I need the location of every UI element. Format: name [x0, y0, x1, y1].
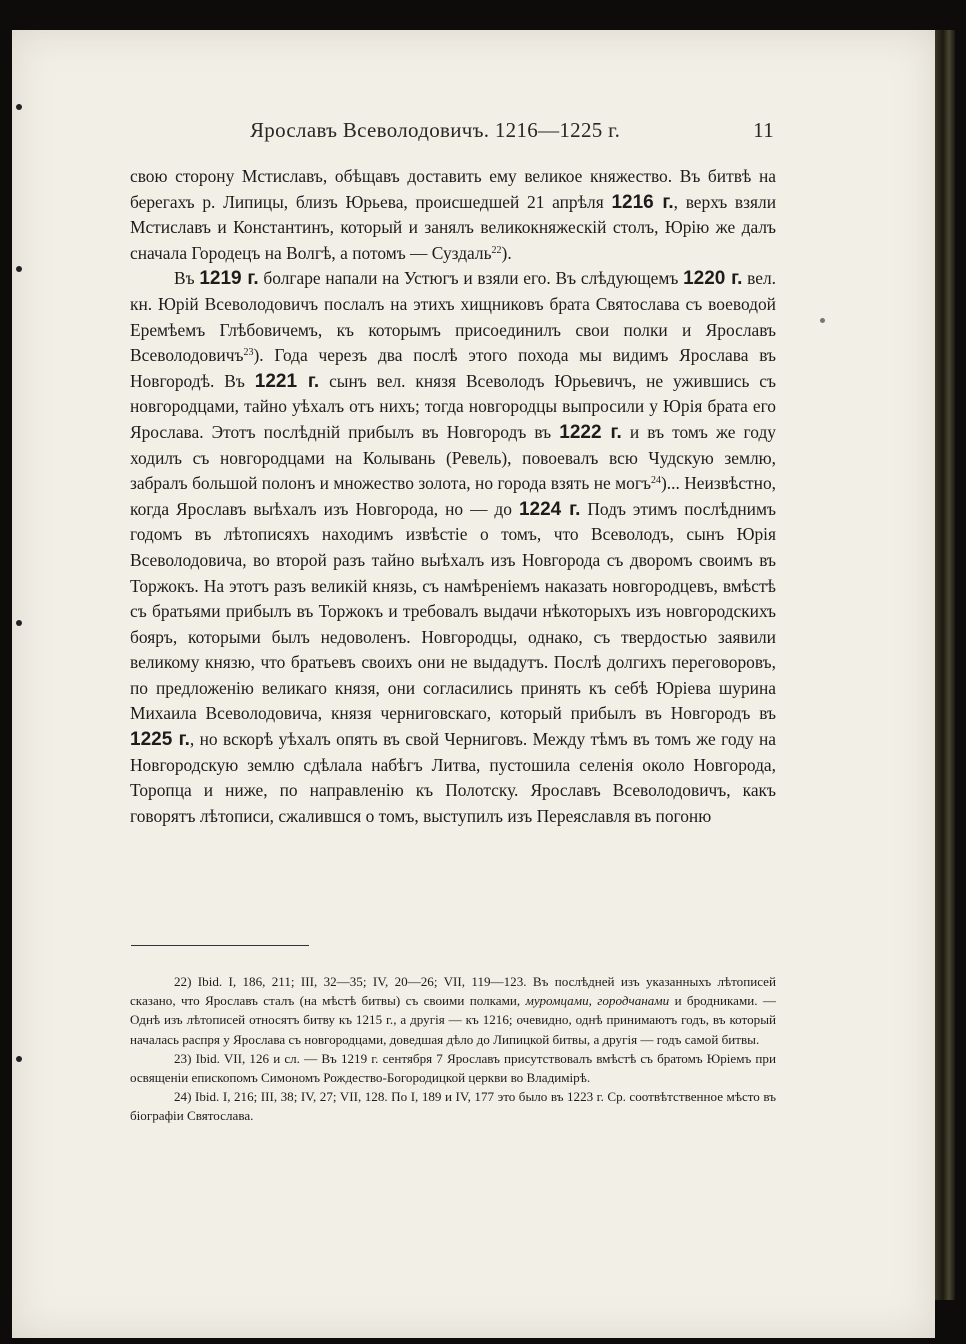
binding-hole-mark — [16, 266, 22, 272]
page-number: 11 — [753, 118, 774, 142]
year-highlight: 1219 г. — [199, 268, 259, 290]
text-run: и бродниками. — Однѣ изъ лѣтописей относятъ битву къ 1215 г., а другiя — къ 1216; очевидно, однѣ принимаютъ годъ, въ который началась распря у Ярослава съ новгородцами, доведшая дѣло до Липицкой битвы, а другiя — годъ самой битвы. — [130, 993, 776, 1047]
paper-speck — [820, 318, 825, 323]
paragraph — [130, 164, 776, 266]
year-highlight: 1220 г. — [683, 268, 743, 290]
footnote-separator — [131, 945, 309, 946]
text-run: Въ — [174, 268, 200, 289]
text-run: )... Неизвѣстно, когда Ярославъ выѣхалъ изъ Новгорода, но — до — [130, 473, 776, 519]
binding-hole-mark — [16, 1056, 22, 1062]
text-run: вел. кн. Юрiй Всеволодовичъ послалъ на этихъ хищниковъ брата Святослава съ воеводой Еремѣемъ Глѣбовичемъ, къ которымъ присоединилъ свои полки и Ярославъ Всеволодовичъ — [130, 268, 776, 366]
running-header — [170, 118, 780, 146]
binding-hole-mark — [16, 104, 22, 110]
page-stack-edge — [935, 30, 955, 1300]
year-highlight: 1221 г. — [254, 370, 320, 392]
text-run: ). — [501, 242, 512, 263]
italic-text: муромцами, городчанами — [525, 993, 670, 1009]
text-run: , но вскорѣ уѣхалъ опять въ свой Черниговъ. Между тѣмъ въ томъ же году на Новгородскую землю сдѣлала набѣгъ Литва, пустошила селенiя около Новгорода, Торопца и ниже, по направленiю къ Полотску. Ярославъ Всеволодовичъ, какъ говорятъ лѣтописи, сжалившся о томъ, выступилъ изъ Переяславля въ погоню — [130, 729, 777, 826]
year-highlight: 1224 г. — [518, 498, 581, 520]
footnote-ref[interactable]: 22 — [491, 244, 502, 256]
footnote-22 — [130, 972, 776, 1049]
running-title: Ярославъ Всеволодовичъ. 1216—1225 г. — [250, 118, 621, 142]
text-run: , верхъ взяли Мстиславъ и Константинъ, который и занялъ великокняжескiй столъ, Юрiю же далъ сначала Городецъ на Волгѣ, а потомъ — Суздаль — [130, 191, 777, 263]
year-highlight: 1222 г. — [559, 421, 622, 443]
binding-hole-mark — [16, 620, 22, 626]
text-run: 22) Ibid. I, 186, 211; III, 32—35; IV, 20—26; VII, 119—123. Въ послѣдней изъ указанныхъ лѣтописей сказано, что Ярославъ сталъ (на мѣстѣ битвы) съ своими полками, — [130, 974, 776, 1009]
footnote-ref[interactable]: 23 — [243, 347, 254, 359]
paragraph — [130, 266, 776, 829]
text-run: и въ томъ же году ходилъ съ новгородцами на Колывань (Ревель), повоевалъ всю Чудскую землю, забралъ большой полонъ и множество золота, но города взять не могъ — [130, 421, 776, 494]
text-run: ). Года черезъ два послѣ этого похода мы видимъ Ярослава въ Новгородѣ. Въ — [130, 345, 776, 391]
footnote-ref[interactable]: 24 — [650, 475, 661, 487]
text-run: свою сторону Мстиславъ, обѣщавъ доставить ему великое княжество. Въ битвѣ на берегахъ р. Липицы, близъ Юрьева, происшедшей 21 апрѣля — [130, 166, 776, 212]
text-run: болгаре напали на Устюгъ и взяли его. Въ слѣдующемъ — [258, 268, 684, 289]
body-text — [130, 164, 776, 829]
footnotes — [130, 972, 776, 1126]
footnote-23: 23) Ibid. VII, 126 и сл. — Въ 1219 г. сентября 7 Ярославъ присутствовалъ вмѣстѣ съ братомъ Юрiемъ при освященiи епископомъ Симономъ Рождество-Богородицкой церкви во Владимiрѣ. — [130, 1050, 776, 1086]
year-highlight: 1216 г. — [611, 191, 674, 213]
text-run: Подъ этимъ послѣднимъ годомъ въ лѣтописяхъ находимъ извѣстiе о томъ, что Всеволодъ, сынъ Юрiя Всеволодовича, во второй разъ тайно выѣхалъ изъ Новгорода съ дворомъ своимъ въ Торжокъ. На этотъ разъ великiй князь, съ намѣренiемъ наказать новгородцевъ, вмѣстѣ съ братьями прибылъ въ Торжокъ и требовалъ выдачи нѣкоторыхъ изъ новгородскихъ бояръ, которыми былъ недоволенъ. Новгородцы, однако, съ твердостью заявили великому князю, что братьевъ своихъ они не выдадутъ. Послѣ долгихъ переговоровъ, по предложенiю великаго князя, они согласились принять къ себѣ Юрiева шурина Михаила Всеволодовича, князя черниговскаго, который прибылъ въ Новгородъ въ — [130, 498, 776, 724]
text-run: сынъ вел. князя Всеволодъ Юрьевичъ, не ужившись съ новгородцами, тайно уѣхалъ отъ нихъ; тогда новгородцы выпросили у Юрiя брата его Ярослава. Этотъ послѣднiй прибылъ въ Новгородъ въ — [130, 370, 776, 442]
footnote-24: 24) Ibid. I, 216; III, 38; IV, 27; VII, 128. По I, 189 и IV, 177 это было въ 1223 г. Ср. соотвѣтственное мѣсто въ бiографiи Святослава. — [130, 1089, 776, 1124]
year-highlight: 1225 г. — [130, 729, 190, 751]
